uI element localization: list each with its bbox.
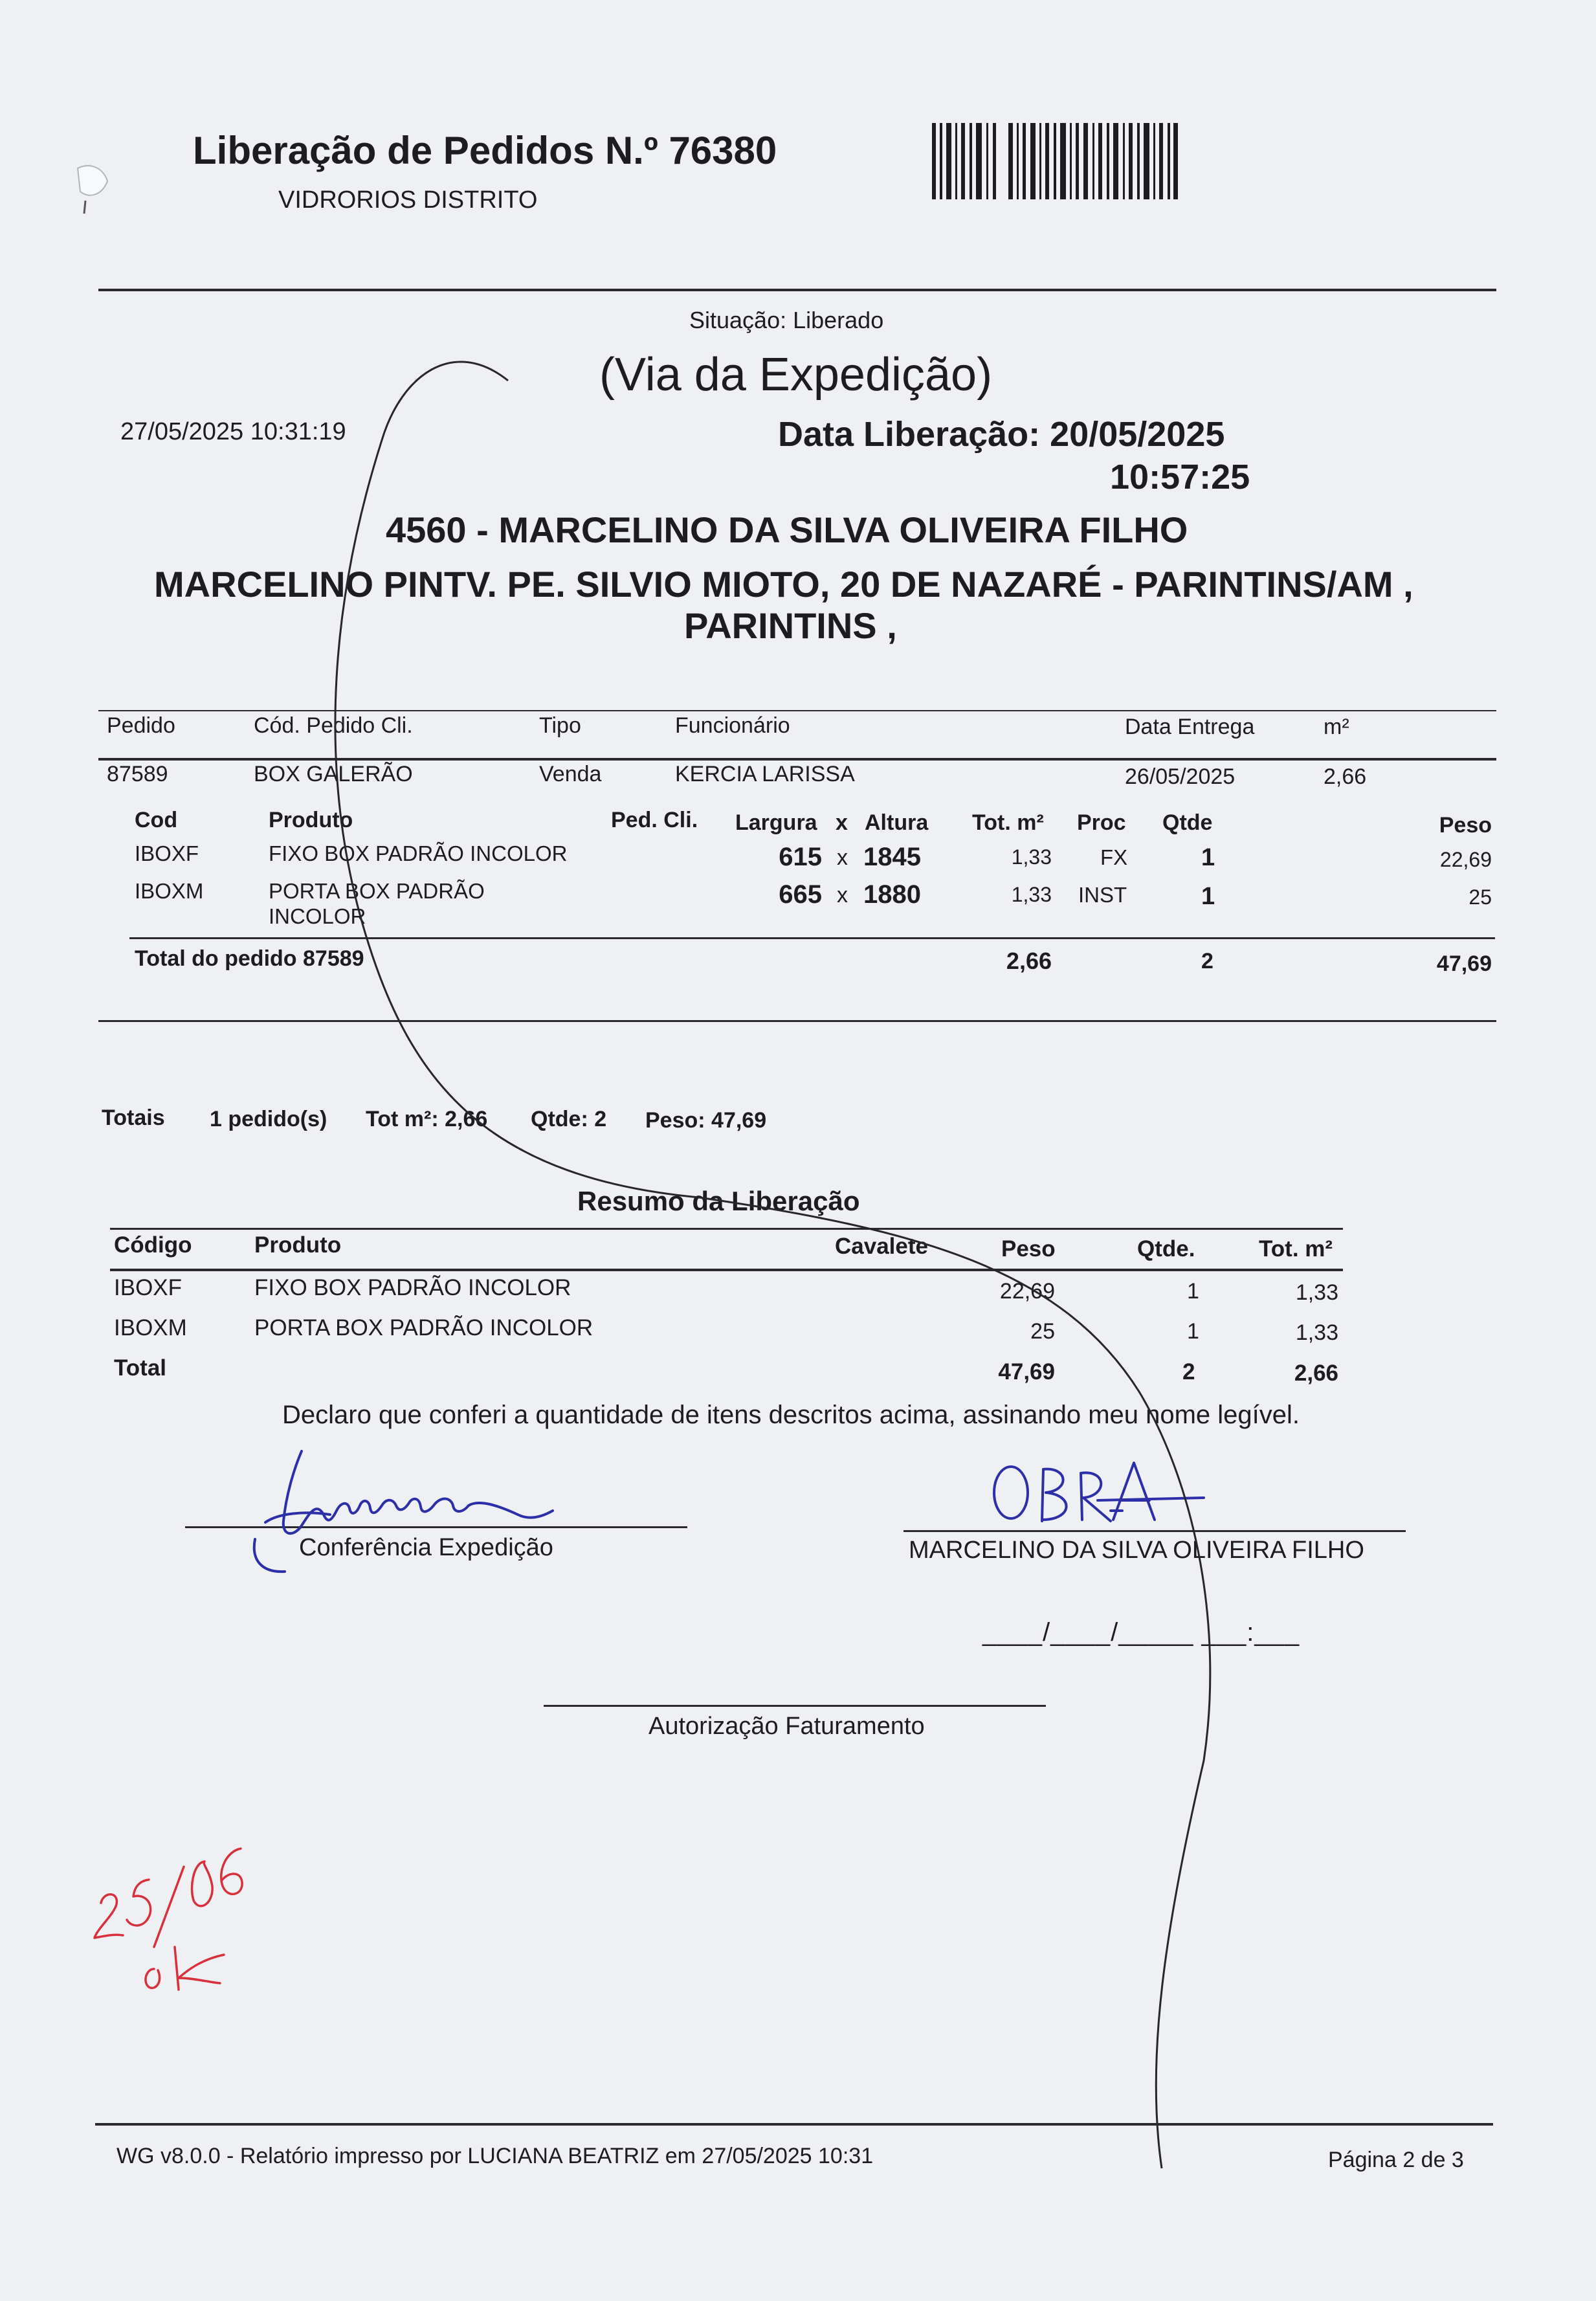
items-total-label: Total do pedido 87589	[135, 946, 364, 971]
client-address-line2: PARINTINS ,	[684, 605, 897, 646]
items-total-qtde: 2	[1201, 949, 1214, 973]
item-altura: 1845	[863, 843, 921, 871]
items-header-produto: Produto	[269, 808, 353, 832]
summary-codigo: IBOXM	[114, 1315, 187, 1340]
status-label: Situação: Liberado	[689, 307, 884, 333]
order-data-entrega: 26/05/2025	[1125, 764, 1236, 789]
summary-qtde: 1	[1187, 1279, 1199, 1304]
authorization-label: Autorização Faturamento	[648, 1713, 925, 1740]
items-header-largura: Largura	[735, 810, 817, 835]
summary-header-cavalete: Cavalete	[835, 1234, 928, 1259]
item-x: x	[837, 883, 848, 907]
totals-pedidos: 1 pedido(s)	[210, 1107, 327, 1131]
summary-tot-m2: 1,33	[1295, 1280, 1338, 1305]
order-cod-pedido-cli: BOX GALERÃO	[254, 762, 413, 786]
item-altura: 1880	[863, 880, 921, 909]
item-peso: 22,69	[1439, 848, 1492, 871]
item-proc: FX	[1100, 845, 1128, 869]
summary-total-peso: 47,69	[998, 1359, 1055, 1384]
order-m2: 2,66	[1324, 764, 1367, 789]
company-name: VIDRORIOS DISTRITO	[278, 186, 538, 214]
paper-tear-mark	[65, 142, 123, 220]
items-header-cod: Cod	[135, 808, 178, 832]
document-title: Liberação de Pedidos N.º 76380	[193, 129, 777, 172]
summary-header-qtde: Qtde.	[1137, 1236, 1195, 1262]
footer-page-number: Página 2 de 3	[1328, 2148, 1464, 2172]
item-produto: FIXO BOX PADRÃO INCOLOR	[269, 841, 568, 865]
client-address-line1: MARCELINO PINTV. PE. SILVIO MIOTO, 20 DE NAZARÉ - PARINTINS/AM ,	[154, 564, 1413, 605]
item-largura: 665	[779, 880, 822, 909]
col-header-tipo: Tipo	[539, 713, 581, 738]
totals-m2: Tot m²: 2,66	[366, 1107, 488, 1131]
item-x: x	[837, 845, 848, 870]
footer-rule	[95, 2123, 1493, 2126]
items-header-ped-cli: Ped. Cli.	[611, 808, 698, 832]
items-header-x: x	[836, 810, 848, 835]
summary-tot-m2: 1,33	[1295, 1320, 1338, 1345]
client-name: 4560 - MARCELINO DA SILVA OLIVEIRA FILHO	[386, 509, 1188, 550]
col-header-funcionario: Funcionário	[675, 713, 790, 738]
summary-peso: 22,69	[999, 1279, 1055, 1304]
totals-label: Totais	[102, 1106, 165, 1130]
footer-print-info: WG v8.0.0 - Relatório impresso por LUCIANA BEATRIZ em 27/05/2025 10:31	[116, 2144, 874, 2168]
release-date: Data Liberação: 20/05/2025	[778, 415, 1225, 454]
signature-label-left: Conferência Expedição	[299, 1534, 553, 1561]
order-tipo: Venda	[539, 762, 602, 786]
item-tot-m2: 1,33	[1011, 883, 1052, 906]
items-total-peso: 47,69	[1436, 951, 1492, 976]
col-header-m2: m²	[1324, 715, 1349, 739]
summary-total-m2: 2,66	[1294, 1361, 1338, 1386]
summary-peso: 25	[1030, 1319, 1055, 1344]
handwritten-note	[78, 1832, 272, 2019]
item-qtde: 1	[1201, 844, 1215, 871]
items-total-m2: 2,66	[1006, 948, 1052, 974]
order-pedido: 87589	[107, 762, 168, 786]
items-header-proc: Proc	[1077, 810, 1126, 835]
summary-title: Resumo da Liberação	[577, 1186, 860, 1216]
summary-header-tot-m2: Tot. m²	[1259, 1236, 1333, 1262]
item-tot-m2: 1,33	[1011, 845, 1052, 869]
summary-total-label: Total	[114, 1355, 167, 1381]
items-header-peso: Peso	[1439, 813, 1492, 838]
date-time-blank: ____/____/_____ ___:___	[982, 1618, 1300, 1647]
item-produto: PORTA BOX PADRÃO	[269, 879, 485, 903]
item-largura: 615	[779, 843, 822, 871]
declaration-text: Declaro que conferi a quantidade de itens descritos acima, assinando meu nome legível.	[282, 1401, 1300, 1429]
summary-codigo: IBOXF	[114, 1275, 183, 1300]
item-cod: IBOXF	[135, 841, 199, 865]
copy-label: (Via da Expedição)	[599, 349, 993, 401]
totals-peso: Peso: 47,69	[645, 1108, 767, 1133]
summary-header-produto: Produto	[254, 1232, 342, 1258]
summary-total-qtde: 2	[1182, 1359, 1195, 1384]
summary-qtde: 1	[1187, 1319, 1199, 1344]
order-funcionario: KERCIA LARISSA	[675, 762, 855, 786]
item-qtde: 1	[1201, 883, 1215, 910]
col-header-data-entrega: Data Entrega	[1125, 715, 1255, 739]
summary-produto: FIXO BOX PADRÃO INCOLOR	[254, 1275, 571, 1300]
items-header-qtde: Qtde	[1162, 810, 1213, 835]
col-header-cod-pedido-cli: Cód. Pedido Cli.	[254, 713, 413, 738]
items-header-tot-m2: Tot. m²	[972, 810, 1044, 835]
totals-qtde: Qtde: 2	[531, 1107, 607, 1131]
signature-label-right: MARCELINO DA SILVA OLIVEIRA FILHO	[909, 1537, 1364, 1564]
item-produto-line2: INCOLOR	[269, 904, 366, 928]
col-header-pedido: Pedido	[107, 713, 175, 738]
item-proc: INST	[1078, 883, 1127, 907]
print-timestamp: 27/05/2025 10:31:19	[120, 418, 346, 445]
item-peso: 25	[1469, 885, 1492, 909]
summary-header-peso: Peso	[1001, 1236, 1056, 1262]
summary-produto: PORTA BOX PADRÃO INCOLOR	[254, 1315, 593, 1340]
item-cod: IBOXM	[135, 879, 204, 903]
release-time: 10:57:25	[1110, 458, 1250, 496]
items-header-altura: Altura	[865, 810, 929, 835]
summary-header-codigo: Código	[114, 1232, 192, 1258]
